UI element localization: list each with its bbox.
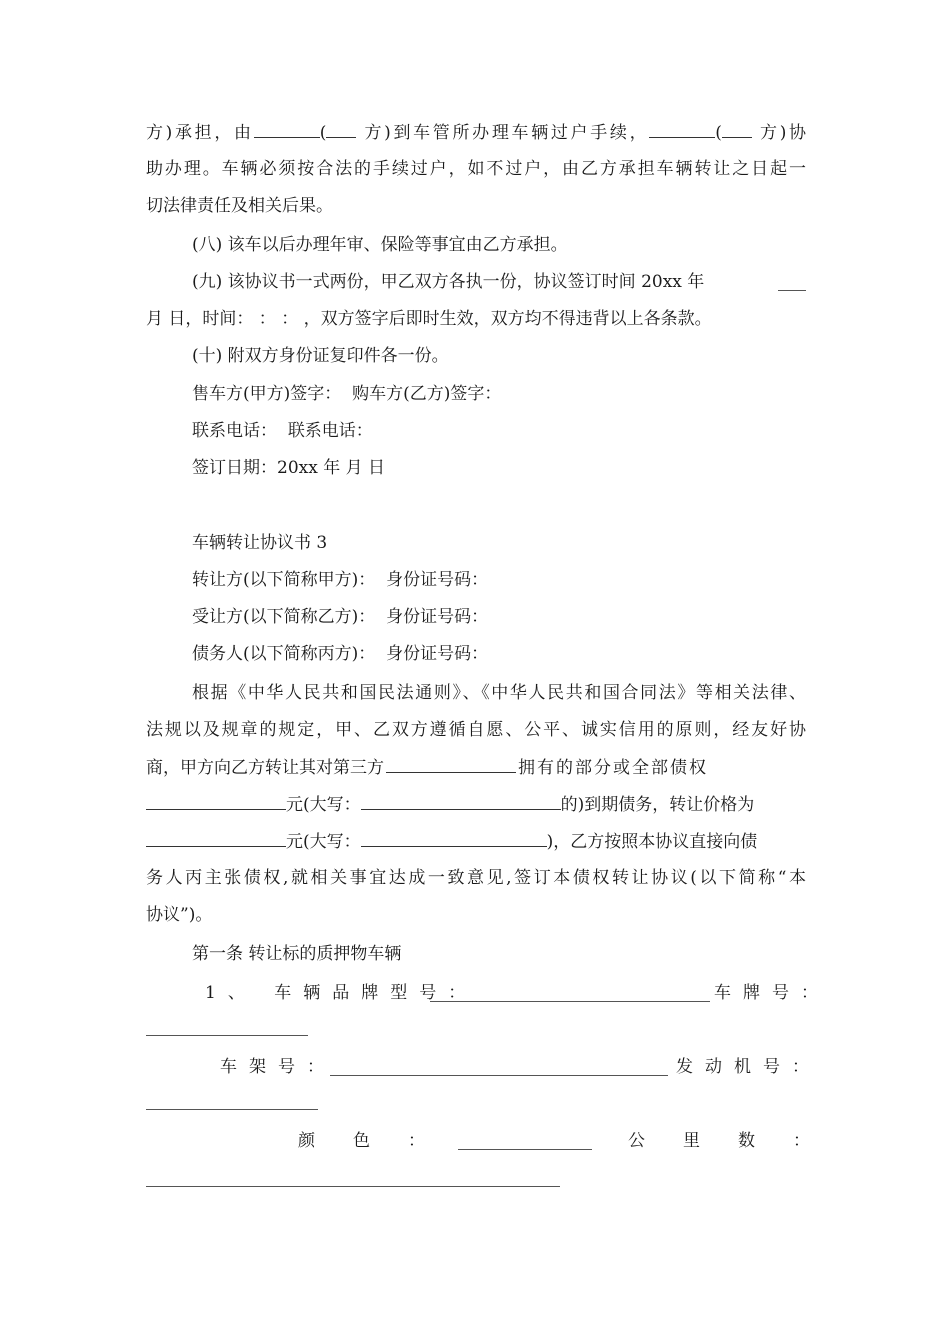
item-9-line-1: (九) 该协议书一式两份，甲乙双方各执一份，协议签订时间 20xx 年 (192, 272, 705, 292)
color-blank (458, 1149, 592, 1150)
doc3-title: 车辆转让协议书 3 (192, 533, 328, 553)
plate-label: 车牌号： (714, 983, 830, 1003)
plate-blank (146, 1035, 308, 1036)
brand-model-blank (430, 1001, 710, 1002)
third-party-blank (386, 756, 516, 773)
id-label: 身份证号码： (386, 607, 489, 627)
party-a-label: 转让方(以下简称甲方)： (192, 570, 376, 590)
party-c-line (192, 643, 806, 665)
year-blank (778, 290, 806, 291)
sign-date: 签订日期：20xx 年 月 日 (192, 458, 386, 478)
transfer-clause-line-3: 切法律责任及相关后果。 (146, 196, 333, 216)
color-label: 颜色： (298, 1131, 463, 1151)
party-b-line (192, 606, 806, 628)
basis-para-line-7: 协议”)。 (146, 905, 213, 925)
article-1-title: 第一条 转让标的质押物车辆 (192, 944, 402, 964)
mileage-blank (146, 1186, 560, 1187)
item-9-line-2: 月 日，时间： ： ： ，双方签字后即时生效，双方均不得违背以上各条款。 (146, 309, 712, 329)
blank (254, 121, 320, 138)
frame-blank (330, 1075, 668, 1076)
item-10: (十) 附双方身份证复印件各一份。 (192, 346, 449, 366)
id-label: 身份证号码： (386, 644, 489, 664)
seller-phone-label: 联系电话： (192, 421, 277, 441)
party-c-label: 债务人(以下简称丙方)： (192, 644, 376, 664)
blank (649, 121, 715, 138)
party-b-label: 受让方(以下简称乙方)： (192, 607, 376, 627)
item-8: (八) 该车以后办理年审、保险等事宜由乙方承担。 (192, 235, 568, 255)
blank (722, 121, 752, 138)
brand-model-label: 1、 车辆品牌型号： (205, 983, 478, 1003)
transfer-clause-line-2: 助办理。车辆必须按合法的手续过户，如不过户，由乙方承担车辆转让之日起一 (146, 159, 806, 179)
price-blank (146, 830, 286, 847)
engine-label: 发动机号： (676, 1057, 821, 1077)
basis-para-line-5: 元(大写： )，乙方按照本协议直接向债 (146, 830, 806, 853)
amount-words-blank (361, 793, 561, 810)
basis-para-line-4: 元(大写： 的)到期债务，转让价格为 (146, 793, 806, 816)
engine-blank (146, 1109, 318, 1110)
signature-line (192, 383, 806, 405)
buyer-signature-label: 购车方(乙方)签字： (352, 384, 502, 404)
basis-para-line-2: 法规以及规章的规定，甲、乙双方遵循自愿、公平、诚实信用的原则，经友好协 (146, 720, 806, 740)
id-label: 身份证号码： (386, 570, 489, 590)
transfer-clause-line-1: 方)承担，由 ( 方)到车管所办理车辆过户手续， ( 方)协 (146, 123, 807, 143)
basis-para-line-1: 根据《中华人民共和国民法通则》、《中华人民共和国合同法》等相关法律、 (192, 683, 806, 703)
buyer-phone-label: 联系电话： (287, 421, 373, 441)
amount-blank (146, 793, 286, 810)
seller-signature-label: 售车方(甲方)签字： (192, 384, 342, 404)
mileage-label: 公里数： (628, 1131, 848, 1151)
blank (326, 121, 356, 138)
frame-label: 车架号： (220, 1057, 336, 1077)
party-a-line (192, 569, 806, 591)
price-words-blank (361, 830, 547, 847)
basis-para-line-6: 务人丙主张债权,就相关事宜达成一致意见,签订本债权转让协议(以下简称“本 (146, 868, 806, 888)
basis-para-line-3: 商，甲方向乙方转让其对第三方 拥有的部分或全部债权 (146, 758, 708, 778)
phone-line (192, 420, 806, 442)
